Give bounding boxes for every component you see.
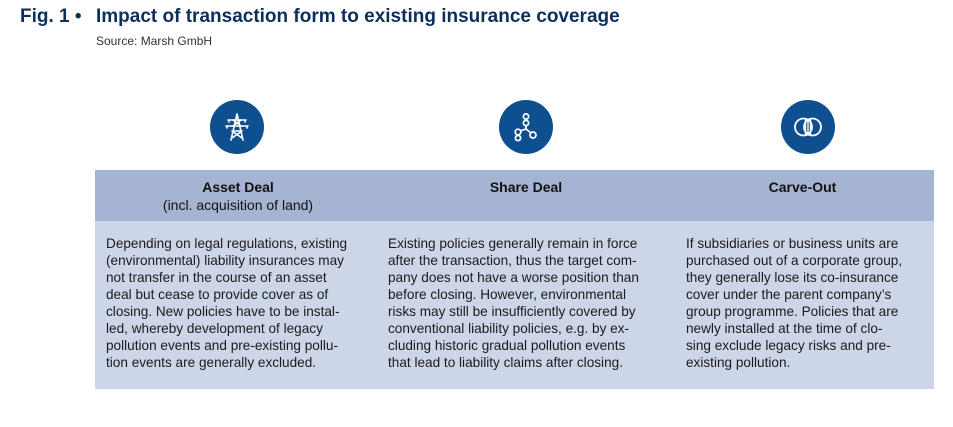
text-line: (environmental) liability insurances may (106, 253, 344, 268)
column-title: Carve-Out (768, 179, 837, 195)
text-line: cover under the parent company’s (686, 287, 892, 302)
column-text-asset-deal (106, 235, 378, 371)
text-line: closing. New policies have to be instal- (106, 304, 340, 319)
column-text-carve-out (686, 235, 930, 371)
text-line: deal but cease to provide cover as of (106, 287, 329, 302)
column-header-carve-out (671, 178, 934, 196)
text-line: they generally lose its co-insurance (686, 270, 899, 285)
text-line: before closing. However, environmental (388, 287, 627, 302)
text-line: existing pollution. (686, 355, 791, 370)
figure-title (20, 6, 620, 28)
column-title: Share Deal (489, 179, 563, 195)
text-line: pany does not have a worse position than (388, 270, 639, 285)
text-line: led, whereby development of legacy (106, 321, 323, 336)
figure-title-text: Impact of transaction form to existing insurance coverage (96, 6, 620, 27)
text-line: after the transaction, thus the target com- (388, 253, 637, 268)
figure-label: Fig. 1 • (20, 6, 82, 27)
text-line: tion events are generally excluded. (106, 355, 317, 370)
figure-source: Source: Marsh GmbH (96, 34, 213, 48)
text-line: cluding historic gradual pollution events (388, 338, 626, 353)
column-header-asset-deal (95, 178, 381, 214)
text-line: conventional liability policies, e.g. by ex- (388, 321, 630, 336)
overlapping-circles-icon (781, 100, 835, 154)
text-line: Depending on legal regulations, existing (106, 236, 348, 251)
power-pylon-icon (210, 100, 264, 154)
text-line: purchased out of a corporate group, (686, 253, 903, 268)
text-line: not transfer in the course of an asset (106, 270, 327, 285)
text-line: sing exclude legacy risks and pre- (686, 338, 891, 353)
column-title: Asset Deal (202, 179, 274, 195)
text-line: If subsidiaries or business units are (686, 236, 899, 251)
text-line: that lead to liability claims after closing. (388, 355, 623, 370)
text-line: pollution events and pre-existing pollu- (106, 338, 338, 353)
column-header-share-deal (381, 178, 671, 196)
text-line: risks may still be insufficiently covered by (388, 304, 636, 319)
text-line: group programme. Policies that are (686, 304, 899, 319)
text-line: newly installed at the time of clo- (686, 321, 883, 336)
column-subtitle: (incl. acquisition of land) (162, 197, 314, 213)
group-structure-icon (499, 100, 553, 154)
column-text-share-deal (388, 235, 668, 371)
text-line: Existing policies generally remain in force (388, 236, 638, 251)
